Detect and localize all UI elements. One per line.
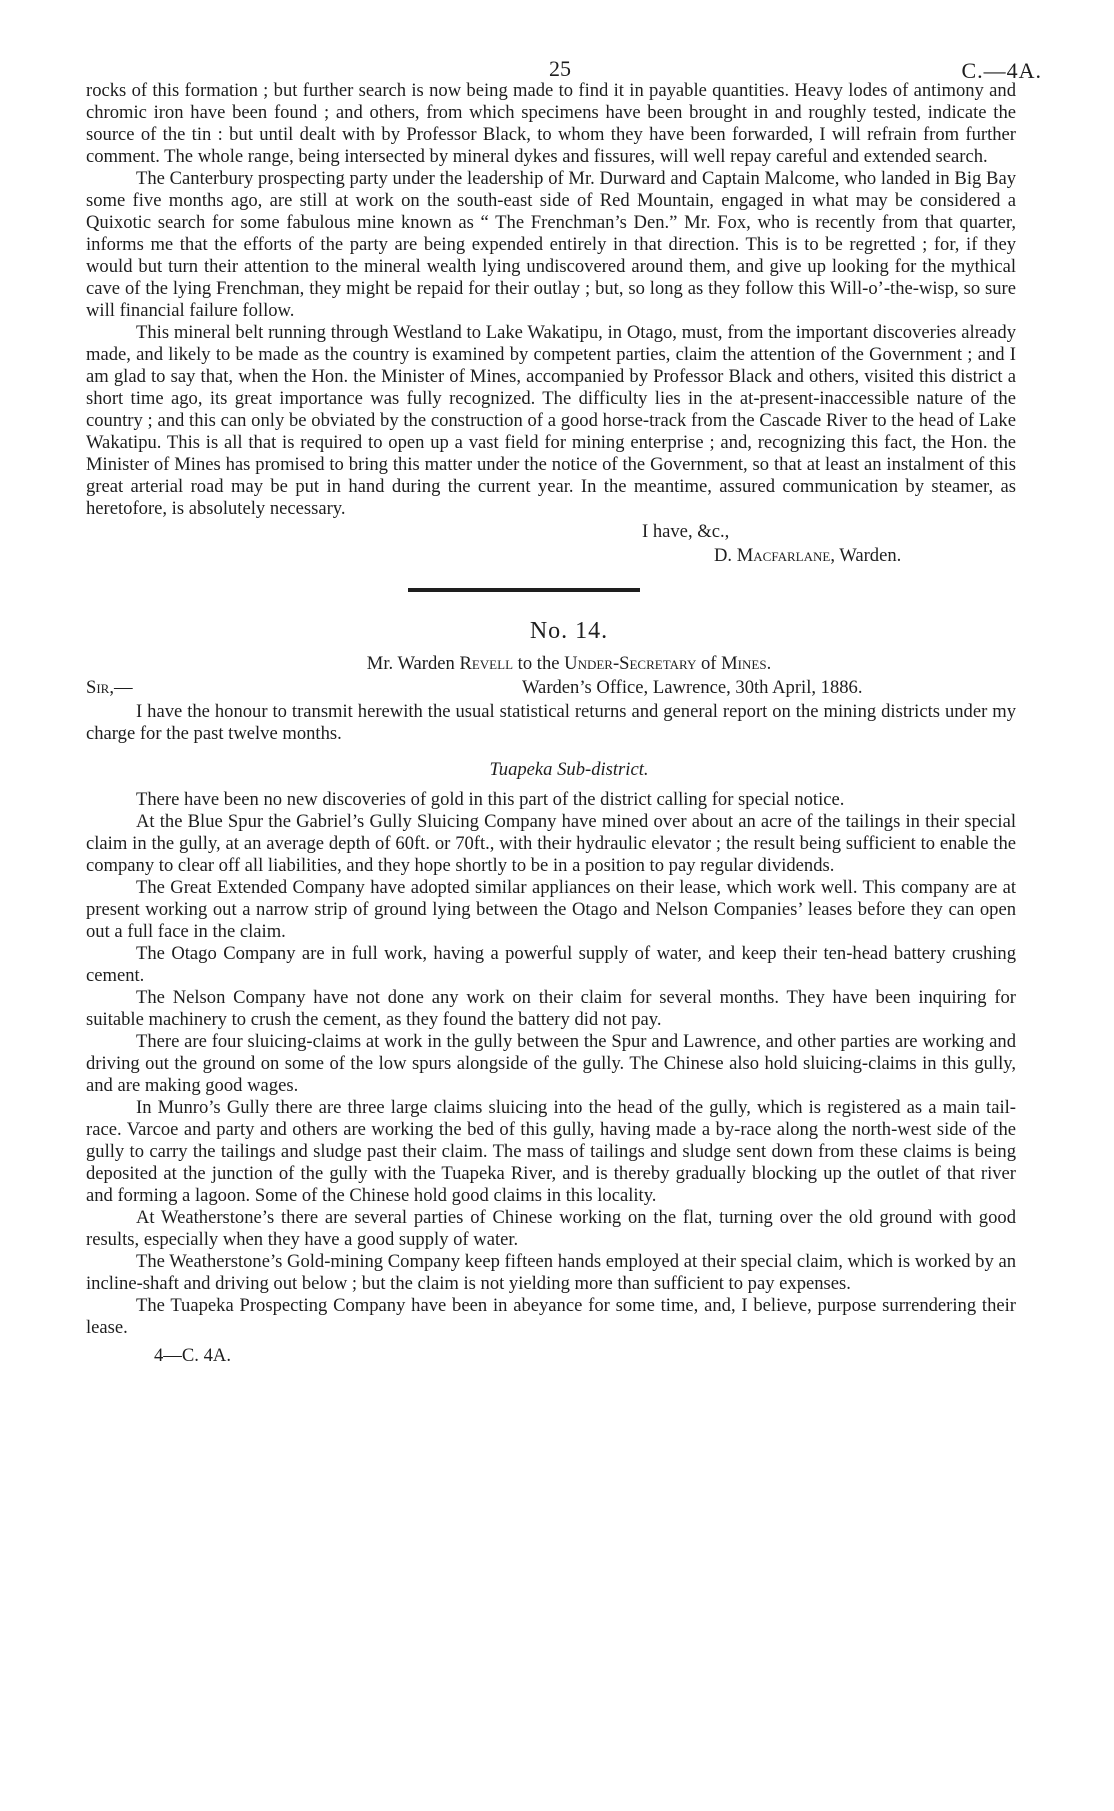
- paragraph: There have been no new discoveries of gold in this part of the district calling for special notice.: [136, 789, 845, 810]
- heading-prefix: Mr. Warden: [366, 653, 460, 674]
- heading-department: Mines: [721, 653, 767, 674]
- paragraph: There are four sluicing-claims at work in the gully between the Spur and Lawrence, and other parties are working and driving out the ground on some of the low spurs alongside of the gully. The Chinese also hold sluicing-claims in this gully, and are making good wages.: [86, 1031, 1016, 1096]
- paragraph: The Weatherstone’s Gold-mining Company keep fifteen hands employed at their special claim, which is worked by an incline-shaft and driving out below ; but the claim is not yielding more than sufficient to pay expenses.: [86, 1251, 1016, 1294]
- paragraph: The Nelson Company have not done any work on their claim for several months. They have been inquiring for suitable machinery to crush the cement, as they found the battery did not pay.: [86, 987, 1016, 1030]
- signature-title: , Warden.: [830, 545, 902, 566]
- section-heading: [122, 653, 1016, 675]
- paragraph: rocks of this formation ; but further search is now being made to find it in payable quantities. Heavy lodes of antimony and chromic iron have been found ; and others, from which specimens have been brought in and roughly tested, indicate the source of the tin : but until dealt with by Professor Black, to whom they have been forwarded, I will refrain from further comment. The whole range, being intersected by mineral dykes and fissures, will well repay careful and extended search.: [86, 80, 1016, 167]
- report-one-body: [86, 80, 1016, 520]
- intro-paragraph: I have the honour to transmit herewith the usual statistical returns and general report on the mining districts under my charge for the past twelve months.: [86, 701, 1016, 744]
- paragraph: At the Blue Spur the Gabriel’s Gully Sluicing Company have mined over about an acre of the tailings in their special claim in the gully, at an average depth of 60ft. or 70ft., with their hydraulic elevator ; the result being sufficient to enable the company to clear off all liabilities, and they hope shortly to be in a position to pay regular dividends.: [86, 811, 1016, 876]
- closing-line: I have, &c.,: [642, 521, 730, 542]
- heading-from-name: Revell: [459, 653, 514, 674]
- paragraph: At Weatherstone’s there are several parties of Chinese working on the flat, turning over the old ground with good results, especially when they have a good supply of water.: [86, 1207, 1016, 1250]
- paragraph: The Great Extended Company have adopted similar appliances on their lease, which work well. This company are at present working out a narrow strip of ground lying between the Otago and Nelson Companies’ leases before they can open out a full face in the claim.: [86, 877, 1016, 942]
- report-two-intro: [86, 701, 1016, 745]
- signature-initial: D.: [714, 545, 737, 566]
- signature: [714, 544, 1016, 568]
- place-date: Warden’s Office, Lawrence, 30th April, 1886.: [522, 677, 863, 698]
- page-number: 25: [549, 56, 571, 81]
- document-reference: C.—4A.: [961, 58, 1042, 83]
- document-page: [86, 0, 1042, 1367]
- paragraph: The Tuapeka Prospecting Company have been in abeyance for some time, and, I believe, purpose surrendering their lease.: [86, 1295, 1016, 1338]
- paragraph: This mineral belt running through Westland to Lake Wakatipu, in Otago, must, from the important discoveries already made, and likely to be made as the country is examined by competent parties, claim the attention of the Government ; and I am glad to say that, when the Hon. the Minister of Mines, accompanied by Professor Black and others, visited this district a short time ago, its great importance was fully recognized. The difficulty lies in the at-present-inaccessible nature of the country ; and this can only be obviated by the construction of a good horse-track from the Cascade River to the head of Lake Wakatipu. This is all that is required to open up a vast field for mining enterprise ; and, recognizing this fact, the Hon. the Minister of Mines has promised to bring this matter under the notice of the Government, so that at least an instalment of this great arterial road may be put in hand during the current year. In the meantime, assured communication by steamer, as heretofore, is absolutely necessary.: [86, 322, 1016, 519]
- section-divider: [408, 588, 640, 592]
- address-line: [86, 677, 1016, 701]
- page-header: [86, 0, 1042, 83]
- paragraph: The Canterbury prospecting party under the leadership of Mr. Durward and Captain Malcome, who landed in Big Bay some five months ago, are still at work on the south-east side of Red Mountain, engaged in what may be considered a Quixotic search for some fabulous mine known as “ The Frenchman’s Den.” Mr. Fox, who is recently from that quarter, informs me that the efforts of the party are being expended entirely in that direction. This is to be regretted ; for, if they would but turn their attention to the mineral wealth lying undiscovered around them, and give up looking for the mythical cave of the lying Frenchman, they might be repaid for their outlay ; but, so long as they follow this Will-o’-the-wisp, so sure will financial failure follow.: [86, 168, 1016, 321]
- heading-of: of: [696, 653, 722, 674]
- section-number: No. 14.: [529, 618, 609, 644]
- paragraph: The Otago Company are in full work, having a powerful supply of water, and keep their ten-head battery crushing cement.: [86, 943, 1016, 986]
- heading-end: .: [766, 653, 772, 674]
- report-one-closing: [86, 520, 1016, 568]
- salutation: Sir,—: [86, 677, 133, 698]
- heading-connector: to the: [513, 653, 565, 674]
- subdistrict-heading: Tuapeka Sub-district.: [489, 759, 649, 780]
- signature-name: Macfarlane: [736, 545, 831, 566]
- report-two-body: [86, 789, 1016, 1339]
- paragraph: In Munro’s Gully there are three large claims sluicing into the head of the gully, which is registered as a main tail-race. Varcoe and party and others are working the bed of this gully, having made a by-race along the north-west side of the gully to carry the tailings and sludge past their claim. The mass of tailings and sludge sent down from these claims is being deposited at the junction of the gully with the Tuapeka River, and is thereby gradually blocking up the outlet of that river and forming a lagoon. Some of the Chinese hold good claims in this locality.: [86, 1097, 1016, 1206]
- footer-reference: 4—C. 4A.: [154, 1345, 231, 1366]
- heading-recipient: Under-Secretary: [564, 653, 697, 674]
